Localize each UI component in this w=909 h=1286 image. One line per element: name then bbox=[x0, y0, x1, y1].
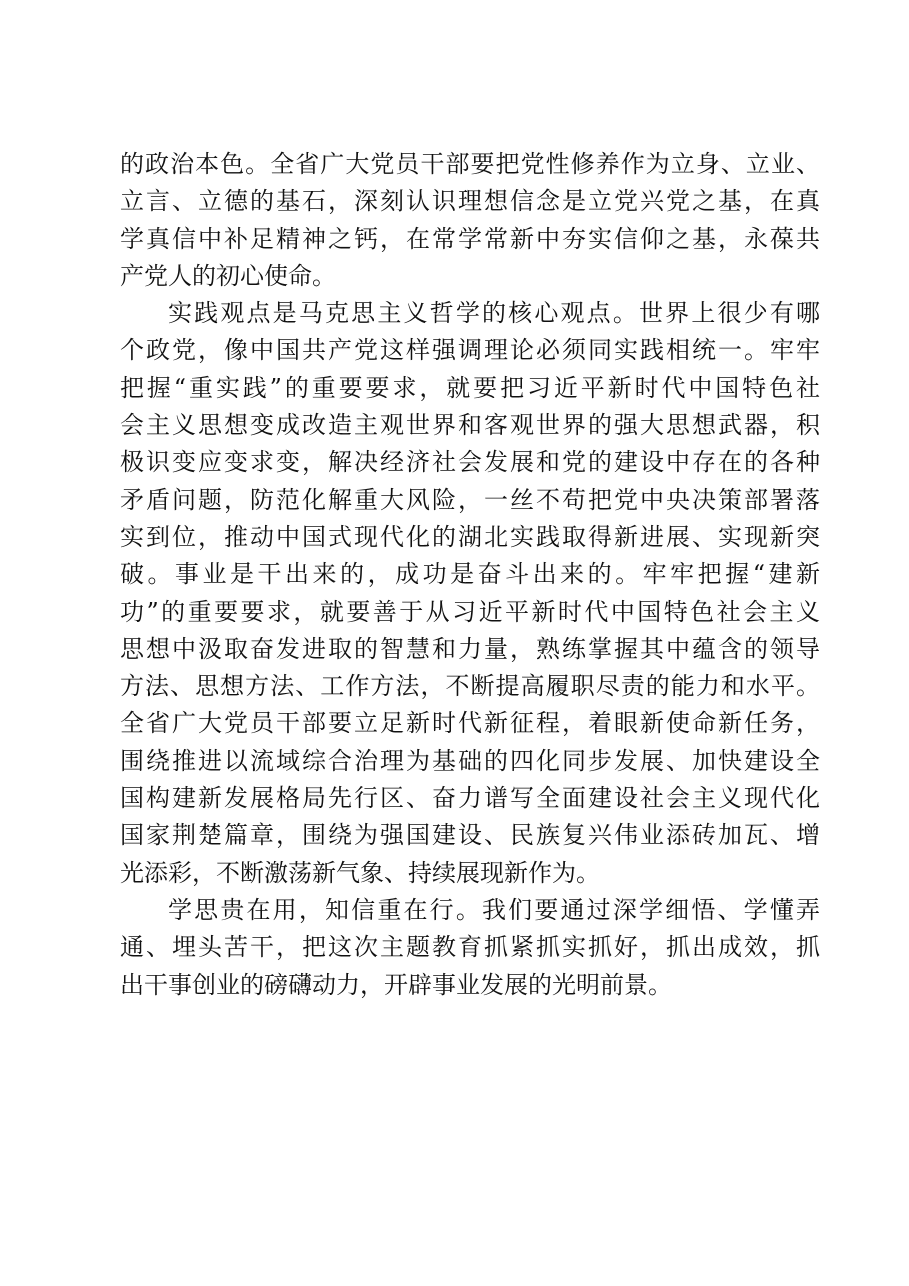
text-line: 破。事业是干出来的，成功是奋斗出来的。牢牢把握“建新 bbox=[120, 560, 820, 589]
text-line: 围绕推进以流域综合治理为基础的四化同步发展、加快建设全 bbox=[120, 746, 820, 775]
text-line: 会主义思想变成改造主观世界和客观世界的强大思想武器，积 bbox=[120, 411, 820, 440]
text-line: 立言、立德的基石，深刻认识理想信念是立党兴党之基，在真 bbox=[120, 187, 820, 216]
text-line: 光添彩，不断激荡新气象、持续展现新作为。 bbox=[120, 858, 600, 887]
text-line: 全省广大党员干部要立足新时代新征程，着眼新使命新任务， bbox=[120, 709, 820, 738]
text-line: 矛盾问题，防范化解重大风险，一丝不苟把党中央决策部署落 bbox=[120, 485, 820, 514]
text-line: 产党人的初心使命。 bbox=[120, 261, 336, 290]
text-line: 的政治本色。全省广大党员干部要把党性修养作为立身、立业、 bbox=[120, 150, 820, 178]
text-line: 国构建新发展格局先行区、奋力谱写全面建设社会主义现代化 bbox=[120, 784, 820, 813]
text-line: 实到位，推动中国式现代化的湖北实践取得新进展、实现新突 bbox=[120, 522, 820, 551]
text-line: 方法、思想方法、工作方法，不断提高履职尽责的能力和水平。 bbox=[120, 672, 820, 701]
text-line: 学思贵在用，知信重在行。我们要通过深学细悟、学懂弄 bbox=[168, 895, 820, 924]
text-line: 国家荆楚篇章，围绕为强国建设、民族复兴伟业添砖加瓦、增 bbox=[120, 821, 820, 850]
body-text bbox=[120, 146, 820, 1004]
text-line: 学真信中补足精神之钙，在常学常新中夯实信仰之基，永葆共 bbox=[120, 224, 820, 253]
text-line: 个政党，像中国共产党这样强调理论必须同实践相统一。牢牢 bbox=[120, 336, 820, 365]
text-line: 把握“重实践”的重要要求，就要把习近平新时代中国特色社 bbox=[120, 373, 820, 402]
text-line: 出干事创业的磅礴动力，开辟事业发展的光明前景。 bbox=[120, 970, 672, 999]
text-line: 功”的重要要求，就要善于从习近平新时代中国特色社会主义 bbox=[120, 597, 820, 626]
text-line: 通、埋头苦干，把这次主题教育抓紧抓实抓好，抓出成效，抓 bbox=[120, 933, 820, 962]
text-line: 实践观点是马克思主义哲学的核心观点。世界上很少有哪 bbox=[168, 299, 820, 328]
text-line: 极识变应变求变，解决经济社会发展和党的建设中存在的各种 bbox=[120, 448, 820, 477]
text-line: 思想中汲取奋发进取的智慧和力量，熟练掌握其中蕴含的领导 bbox=[120, 634, 820, 663]
